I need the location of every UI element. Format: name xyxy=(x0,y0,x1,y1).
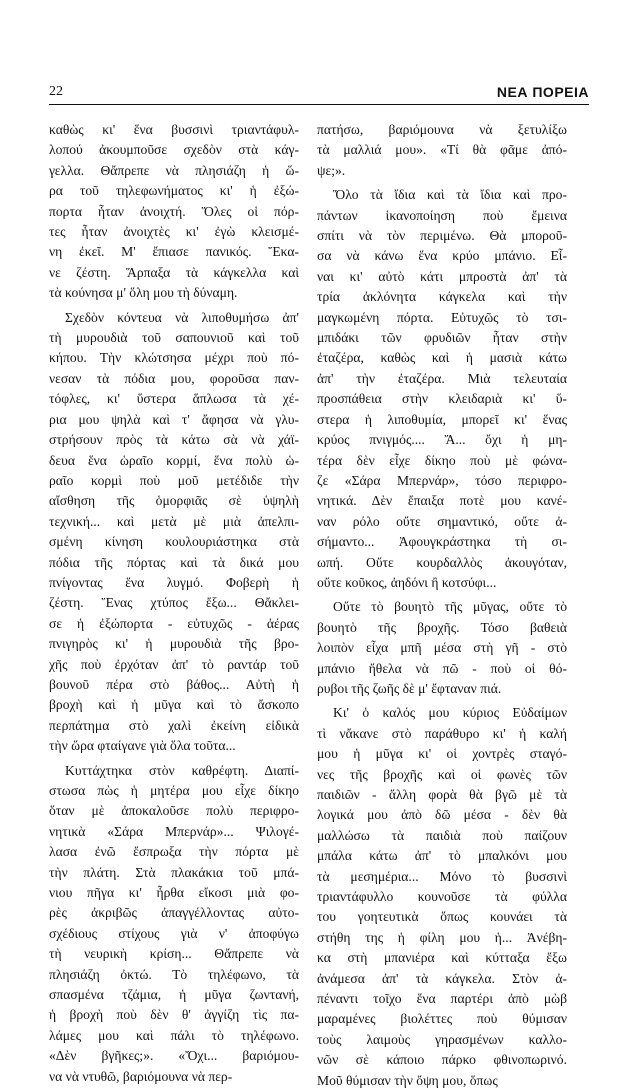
text-line: ραῖο κορμὶ ποὺ μοῦ μετέδιδε τὴν xyxy=(49,472,299,488)
text-line: ἀνάμεσα ἀπ' τὰ κάγκελα. Στὸν ἀ- xyxy=(317,970,567,986)
text-line: περπάτημα στὸ χαλὶ ἐκείνη εἰδικὰ xyxy=(49,717,299,733)
text-line: οὔτε κοῦκος, ἀηδόνι ἢ κοτσύφι... xyxy=(317,574,497,590)
text-line: μαγκωμένη πόρτα. Εὐτυχῶς τὸ τσι- xyxy=(317,309,567,325)
text-line: κήπου. Τὴν κλώτσησα μέχρι ποὺ πό- xyxy=(49,350,299,366)
text-line: ζέστη. Ἕνας χτύπος ἔξω... Θἄκλει- xyxy=(49,595,299,611)
text-line: μπάνιο ἤθελα νὰ πῶ - ποὺ οἱ θό- xyxy=(317,660,567,676)
text-line: αἴσθηση τῆς ὁμορφιᾶς σὲ ὑψηλὴ xyxy=(49,493,299,509)
text-line: ἐταζέρα, καθὼς καὶ ἡ μασιὰ κάτω xyxy=(317,350,567,366)
text-line: βουνοῦ πέρα στὸ βάθος... Αὐτὴ ἡ xyxy=(49,676,299,692)
text-line: τὰ μεσημέρια... Μόνο τὸ βυσσινὶ xyxy=(317,868,567,884)
text-line: λάμες μου καὶ πάλι τὸ τηλέφωνο. xyxy=(49,1027,299,1043)
text-line: ναν ρόλο οὔτε σημαντικό, οὔτε ἀ- xyxy=(317,513,567,529)
text-line: δευα ἕνα ὡραῖο κορμί, ἕνα πολὺ ὡ- xyxy=(49,452,299,468)
text-line: βροχὴ καὶ ἡ μῦγα καὶ τὸ ἄσκοπο xyxy=(49,697,299,713)
text-line: τὰ μαλλιά μου». «Τί θὰ φᾶμε ἀπό- xyxy=(317,142,567,158)
text-line: σπασμένα τζάμια, ἡ μῦγα ζωντανή, xyxy=(49,987,299,1003)
text-line: Ὅλο τὰ ἴδια καὶ τὰ ἴδια καὶ προ- xyxy=(333,187,567,203)
text-line: μαλλώσω τὰ παιδιὰ ποὺ παίζουν xyxy=(317,827,567,843)
right-column-paragraph xyxy=(317,120,567,181)
text-line: πάντων ἱκανοποίηση ποὺ ἔμεινα xyxy=(317,207,567,223)
text-line: «Δὲν βγῆκες;». «Ὄχι... βαριόμου- xyxy=(49,1048,299,1064)
text-line: πλησιάζη ὀκτώ. Τὸ τηλέφωνο, τὰ xyxy=(49,966,299,982)
text-line: μου ἡ μῦγα κι' οἱ χοντρὲς σταγό- xyxy=(317,746,567,762)
text-line: τρία ἀκλόνητα κάγκελα καὶ τὴν xyxy=(317,289,567,305)
text-line: νῶν σὲ κάποιο πάρκο φθινοπωρινό. xyxy=(317,1052,567,1068)
text-line: ρια μου ψηλὰ καὶ τ' ἄφησα νὰ γλυ- xyxy=(49,411,299,427)
text-line: νε ζέστη. Ἅρπαξα τὰ κάγκελλα καὶ xyxy=(49,264,299,280)
text-line: ἀπ' τὴν ἐταζέρα. Μιὰ τελευταία xyxy=(317,370,567,386)
text-line: νητικὰ «Σάρα Μπερνάρ»... Ψιλογέ- xyxy=(49,823,299,839)
text-line: τὴν ὥρα φταίγανε γιὰ ὅλα τοῦτα... xyxy=(49,738,236,754)
text-line: Κυττάχτηκα στὸν καθρέφτη. Διαπί- xyxy=(65,762,299,778)
text-line: ναι κι' αὐτὸ κάτι μπροστὰ ἀπ' τὰ xyxy=(317,268,567,284)
right-column-paragraph xyxy=(317,703,567,1091)
text-line: τέρα δὲν εἶχε δίκηο ποὺ μὲ φώνα- xyxy=(317,452,567,468)
text-line: κα στὴ μπανιέρα καὶ κύτταξα ἔξω xyxy=(317,950,567,966)
text-line: τὴ νευρικὴ κρίση... Θἄπρεπε νὰ xyxy=(49,946,299,962)
text-line: Οὔτε τὸ βουητὸ τῆς μῦγας, οὔτε τὸ xyxy=(333,599,567,615)
page-number: 22 xyxy=(49,84,63,99)
text-line: στήθη της ἡ φίλη μου ἡ... Ἀνέβη- xyxy=(317,929,567,945)
text-line: μπάλα κάτω ἀπ' τὸ μπαλκόνι μου xyxy=(317,848,567,864)
text-line: νιου πῆγα κι' ἦρθα εἴκοσι μιὰ φο- xyxy=(49,885,299,901)
text-line: προσπάθεια στὴν κλειδαριὰ κι' ὕ- xyxy=(317,391,567,407)
text-line: σε ἡ ἐξώπορτα - εὐτυχῶς - ἀέρας xyxy=(49,615,299,631)
text-line: τὶ νἄκανε στὸ παράθυρο κι' ἡ καλή xyxy=(317,725,567,741)
text-line: Κι' ὁ καλός μου κύριος Εὐδαίμων xyxy=(333,705,567,721)
text-line: λοιπὸν εἶχα μπῆ μέσα στὴ γῆ - στὸ xyxy=(317,640,567,656)
left-column xyxy=(49,120,299,1087)
text-line: ρυβοι τῆς ζωῆς δὲ μ' ἔφταναν πιά. xyxy=(317,680,502,696)
text-line: νες τῆς βροχῆς καὶ οἱ φωνὲς τῶν xyxy=(317,766,567,782)
text-line: μπιδάκι τῶν φρυδιῶν ἦταν στὴν xyxy=(317,330,567,346)
text-line: πόδια τῆς πόρτας καὶ τὰ δικά μου xyxy=(49,554,299,570)
text-line: σμένη κίνηση κουλουριάστηκα στὰ xyxy=(49,534,299,550)
text-line: τες ἦταν ἀνοιχτὲς κι' ἐγὼ κλεισμέ- xyxy=(49,224,299,240)
text-line: μαραμένες βιολέττες ποὺ θύμισαν xyxy=(317,1011,567,1027)
left-column-paragraph xyxy=(49,120,299,304)
running-title: ΝΕΑ ΠΟΡΕΙΑ xyxy=(496,84,589,100)
text-line: ψε;». xyxy=(317,162,346,178)
text-line: στερα ἡ λιποθυμία, μπορεῖ κι' ἕνας xyxy=(317,411,567,427)
text-line: πατήσω, βαριόμουνα νὰ ξετυλίξω xyxy=(317,122,567,137)
text-line: βουητὸ τῆς βροχῆς. Τόσο βαθειὰ xyxy=(317,619,567,635)
text-line: στρήσουν πρὸς τὰ κάτω σὰ νὰ χάϊ- xyxy=(49,432,299,448)
left-column-paragraph xyxy=(49,761,299,1088)
header-rule xyxy=(49,104,589,105)
text-line: Σχεδὸν κόντευα νὰ λιποθυμήσω ἀπ' xyxy=(65,309,299,325)
text-line: κρύος πνιγμός.... Ἄ... ὄχι ἡ μη- xyxy=(317,432,567,448)
text-line: πνιγηρὸς κι' ἡ μυρουδιὰ τῆς βρο- xyxy=(49,636,299,652)
text-line: ἡ βροχὴ ποὺ δὲν θ' ἀγγίζη τὶς πα- xyxy=(49,1007,299,1023)
text-line: χῆς ποὺ ἐρχόταν ἀπ' τὸ ραντάρ τοῦ xyxy=(49,656,299,672)
right-column-paragraph xyxy=(317,185,567,593)
text-line: ρὲς ἀκριβῶς ἀπαγγέλλοντας αὐτο- xyxy=(49,905,299,921)
text-line: στωσα πὼς ἡ μητέρα μου εἶχε δίκηο xyxy=(49,783,299,798)
left-column-paragraph xyxy=(49,308,299,757)
text-line: ωπή. Οὔτε κουρδαλλὸς ἀκουγόταν, xyxy=(317,554,567,570)
text-line: ζε «Σάρα Μπερνάρ», τόσο περιφρο- xyxy=(317,472,567,488)
text-line: του γοητευτικὰ ὅπως κουνάει τὰ xyxy=(317,909,567,925)
text-line: νη ἐκεῖ. Μ' ἔπιασε πανικός. Ἔκα- xyxy=(49,244,299,260)
text-line: γελλα. Θἄπρεπε νὰ πλησιάζη ἡ ὥ- xyxy=(49,162,299,178)
text-line: τοὺς λαιμοὺς γηρασμένων καλλο- xyxy=(317,1031,567,1047)
text-line: Μοῦ θύμισαν τὴν ὄψη μου, ὅπως xyxy=(317,1072,498,1088)
text-line: τὴ μυρουδιὰ τοῦ σαπουνιοῦ καὶ τοῦ xyxy=(49,330,299,346)
text-line: πέναντι τοῖχο ἕνα παρτέρι ἀπὸ μὼβ xyxy=(317,991,567,1007)
text-line: τεχνική... καὶ μετὰ μὲ μιὰ ἀπελπι- xyxy=(49,513,299,529)
text-line: λοπού ἀκουμποῦσε σχεδὸν στὰ κάγ- xyxy=(49,142,299,158)
text-line: λογικά μου ἀπὸ δῶ μέσα - δὲν θὰ xyxy=(317,807,567,823)
text-line: τὴν πλάτη. Στὰ πλακάκια τοῦ μπά- xyxy=(49,864,299,880)
right-column-paragraph xyxy=(317,597,567,699)
text-line: ὅταν μὲ ἀποκαλοῦσε πολὺ περιφρο- xyxy=(49,803,299,819)
text-line: καθὼς κι' ἕνα βυσσινὶ τριαντάφυλ- xyxy=(49,122,299,137)
text-line: σα νὰ κάνω ἕνα κρύο μπάνιο. Εἶ- xyxy=(317,248,567,264)
text-line: τόφλες, κι' ὕστερα ἅπλωσα τὰ χέ- xyxy=(49,391,299,407)
text-line: να νὰ ντυθῶ, βαριόμουνα νὰ περ- xyxy=(49,1068,233,1084)
text-line: σήμαντο... Ἀφουγκράστηκα τὴ σι- xyxy=(317,534,567,550)
text-line: πνίγοντας ἕνα λυγμό. Φοβερὴ ἡ xyxy=(49,574,299,590)
text-line: λασα ἐνῶ ἔσπρωξα τὴν πόρτα μὲ xyxy=(49,844,299,860)
text-line: τὰ κούνησα μ' ὅλη μου τὴ δύναμη. xyxy=(49,285,238,301)
right-column xyxy=(317,120,567,1091)
page-header xyxy=(49,84,589,106)
text-line: ρα τοῦ τηλεφωνήματος κι' ἡ ἐξώ- xyxy=(49,183,299,199)
text-line: νητικά. Δὲν ἔπαιξα ποτὲ μου κανέ- xyxy=(317,493,567,509)
text-line: τριαντάφυλλο κουνοῦσε τὰ φύλλα xyxy=(317,889,567,905)
text-line: σπίτι νὰ τὸν περιμένω. Θὰ μποροῦ- xyxy=(317,228,567,244)
text-line: πορτα ἦταν ἀνοιχτή. Ὅλες οἱ πόρ- xyxy=(49,203,299,219)
text-line: παιδιῶν - ἄλλη φορὰ θὰ βγῶ μὲ τὰ xyxy=(317,787,567,802)
text-line: σχέδιους στίχους γιὰ ν' ἀποφύγω xyxy=(49,925,299,941)
text-line: νεσαν τὰ πόδια μου, φοροῦσα παν- xyxy=(49,370,299,386)
